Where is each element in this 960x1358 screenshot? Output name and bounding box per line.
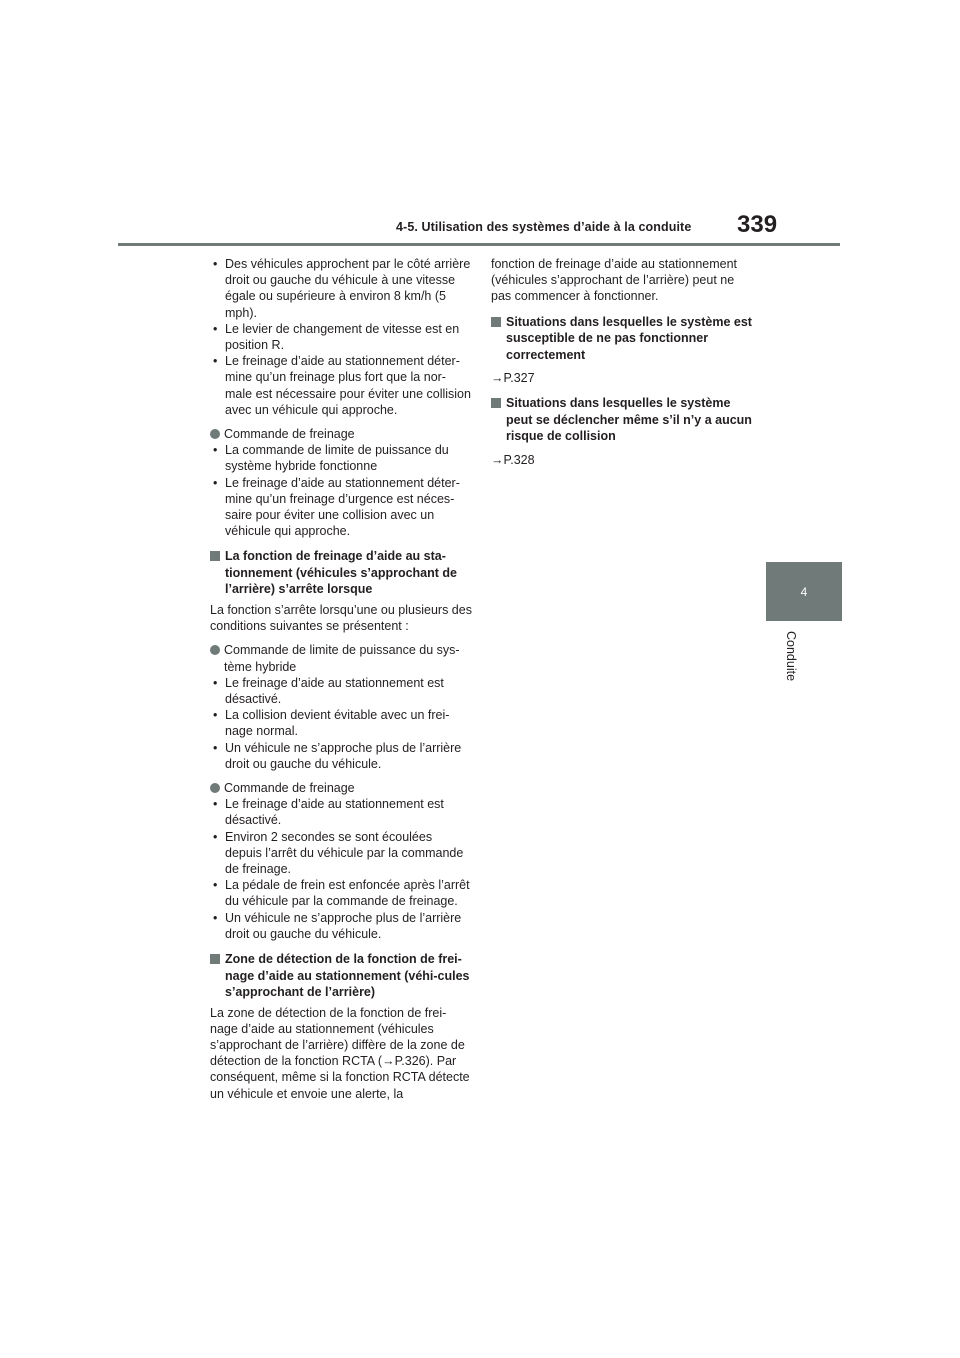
list-item: • Le levier de changement de vitesse est en position R.: [213, 321, 460, 353]
list-item: • Le freinage d’aide au stationnement déter-mine qu’un freinage d’urgence est néces-saire pour éviter une collision avec un véhicule qui approche.: [213, 475, 460, 539]
square-bullet-icon: [210, 551, 220, 561]
malfunction-page-ref[interactable]: →P.327: [491, 371, 535, 386]
power-limit-group: [210, 642, 472, 674]
group-title: Commande de limite de puissance du sys-tème hybride: [224, 643, 460, 674]
list-item: • Un véhicule ne s’approche plus de l’arrière droit ou gauche du véhicule.: [213, 740, 462, 771]
list-item: • Le freinage d’aide au stationnement est désactivé.: [213, 675, 444, 706]
malfunction-section-heading: Situations dans lesquelles le système est susceptible de ne pas fonctionner correctement: [491, 314, 753, 364]
zone-section-body: La zone de détection de la fonction de frei-nage d’aide au stationnement (véhicules s’approchant de l’arrière) diffère de la zone de détection de la fonction RCTA (→P.326). Par conséquent, même si la fonction RCTA détecte un véhicule et envoie une alerte, la: [210, 1005, 470, 1101]
circle-bullet-icon: [210, 783, 220, 793]
intro-bullet-list: [210, 256, 472, 418]
false-trigger-page-ref[interactable]: →P.328: [491, 452, 535, 467]
circle-bullet-icon: [210, 429, 220, 439]
list-item: • La collision devient évitable avec un frei-nage normal.: [213, 708, 450, 739]
header-section-title: 4-5. Utilisation des systèmes d’aide à la conduite: [396, 220, 692, 234]
list-item: • Des véhicules approchent par le côté arrière droit ou gauche du véhicule à une vitesse égale ou supérieure à environ 8 km/h (5 mph).: [213, 257, 471, 320]
left-column: [210, 256, 472, 1102]
list-item: • Environ 2 secondes se sont écoulées depuis l’arrêt du véhicule par la commande de freinage.: [213, 829, 464, 876]
list-item: • Le freinage d’aide au stationnement déter-mine qu’un freinage plus fort que la nor-male est nécessaire pour éviter une collision avec un véhicule qui approche.: [213, 354, 471, 417]
group-title: Commande de freinage: [224, 780, 355, 795]
circle-bullet-icon: [210, 645, 220, 655]
brake-control-group-1: [210, 426, 472, 442]
list-item: • Le freinage d’aide au stationnement est désactivé.: [213, 797, 444, 828]
page-number: 339: [737, 211, 778, 238]
chapter-label: Conduite: [784, 631, 798, 682]
group-title: Commande de freinage: [224, 427, 355, 442]
square-bullet-icon: [491, 398, 501, 408]
zone-section-heading: Zone de détection de la fonction de frei-nage d’aide au stationnement (véhi-cules s’approchant de l’arrière): [210, 951, 472, 1001]
list-item: • Un véhicule ne s’approche plus de l’arrière droit ou gauche du véhicule.: [213, 910, 462, 941]
list-item: • La pédale de frein est enfoncée après l’arrêt du véhicule par la commande de freinage.: [213, 878, 470, 909]
chapter-number: 4: [800, 584, 808, 599]
stop-section-heading: La fonction de freinage d’aide au sta-tionnement (véhicules s’approchant de l’arrière) s’arrête lorsque: [210, 548, 472, 598]
square-bullet-icon: [491, 317, 501, 327]
false-trigger-section-heading: Situations dans lesquelles le système peut se déclencher même s’il n’y a aucun risque de collision: [491, 395, 753, 445]
stop-section-body: La fonction s’arrête lorsqu’une ou plusieurs des conditions suivantes se présentent :: [210, 602, 472, 634]
square-bullet-icon: [210, 954, 220, 964]
right-column: [491, 256, 753, 468]
brake-control-group-2: [210, 780, 472, 796]
chapter-tab[interactable]: [766, 562, 842, 621]
header-rule: [118, 243, 840, 246]
list-item: • La commande de limite de puissance du système hybride fonctionne: [213, 443, 449, 474]
continuation-text: fonction de freinage d’aide au stationnement (véhicules s’approchant de l’arrière) peut ne pas commencer à fonctionner.: [491, 257, 738, 304]
